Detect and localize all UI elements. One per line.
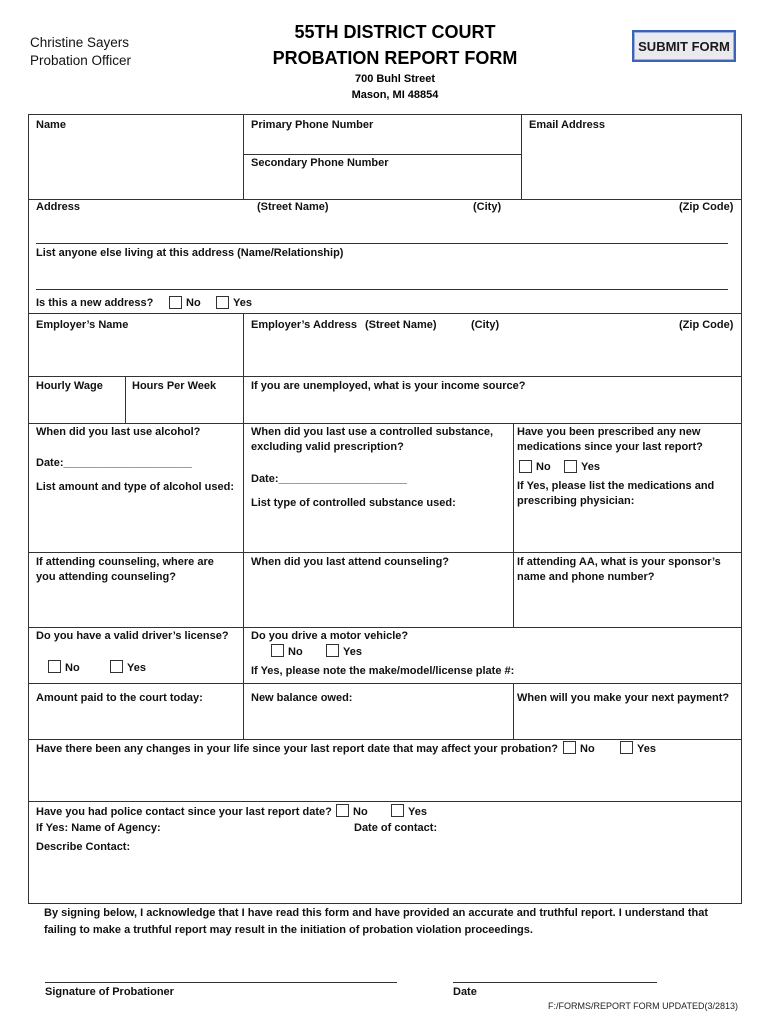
substance-list-field[interactable] <box>247 515 509 551</box>
officer-name: Christine Sayers <box>30 35 130 50</box>
city-label: (City) <box>473 201 502 213</box>
address-field[interactable] <box>35 219 729 241</box>
primary-phone-field[interactable] <box>247 135 517 153</box>
new-balance-field[interactable] <box>247 709 509 735</box>
others-at-address-label: List anyone else living at this address (Name/Relationship) <box>36 247 344 259</box>
life-changes-field[interactable] <box>33 761 737 797</box>
medications-list-label: If Yes, please list the medications and prescribing physician: <box>517 480 715 507</box>
substance-date: Date:_____________________ <box>251 473 407 485</box>
new-balance-label: New balance owed: <box>251 692 353 704</box>
substance-list-label: List type of controlled substance used: <box>251 497 456 509</box>
life-changes-no-label: No <box>580 743 595 755</box>
medications-yes-checkbox[interactable] <box>564 460 577 473</box>
court-title: 55TH DISTRICT COURT <box>294 22 496 42</box>
substance-question: When did you last use a controlled substance, excluding valid prescription? <box>251 426 494 453</box>
license-yes-checkbox[interactable] <box>110 660 123 673</box>
officer-block <box>30 34 131 70</box>
form-title: PROBATION REPORT FORM <box>272 48 518 68</box>
aa-sponsor-field[interactable] <box>517 589 737 623</box>
secondary-phone-field[interactable] <box>247 173 517 195</box>
contact-date-label: Date of contact: <box>354 822 438 834</box>
medications-yes-label: Yes <box>581 461 600 473</box>
employer-city-label: (City) <box>471 319 500 331</box>
employer-zip-label: (Zip Code) <box>679 319 734 331</box>
name-label: Name <box>36 119 66 131</box>
police-contact-question: Have you had police contact since your last report date? <box>36 806 332 818</box>
next-payment-field[interactable] <box>517 709 737 735</box>
income-source-field[interactable] <box>247 397 737 419</box>
alcohol-list-field[interactable] <box>33 499 239 549</box>
signature-line <box>45 982 397 983</box>
life-changes-yes-label: Yes <box>637 743 656 755</box>
counseling-when-label: When did you last attend counseling? <box>251 556 450 568</box>
license-question: Do you have a valid driver’s license? <box>36 630 229 642</box>
form-footer: F:/FORMS/REPORT FORM UPDATED(3/2813) <box>548 1001 739 1011</box>
officer-title: Probation Officer <box>30 53 132 68</box>
vehicle-no-checkbox[interactable] <box>271 644 284 657</box>
medications-list-field[interactable] <box>517 513 737 549</box>
signature-date-label: Date <box>453 986 477 998</box>
name-field[interactable] <box>33 135 239 195</box>
signature-date-field[interactable] <box>453 958 657 980</box>
new-address-no-label: No <box>186 297 201 309</box>
hourly-wage-label: Hourly Wage <box>36 380 103 392</box>
vehicle-no-label: No <box>288 646 303 658</box>
vehicle-yes-label: Yes <box>343 646 362 658</box>
license-yes-label: Yes <box>127 662 146 674</box>
vehicle-question: Do you drive a motor vehicle? <box>251 630 409 642</box>
submit-form-button[interactable]: SUBMIT FORM <box>632 30 736 62</box>
describe-contact-label: Describe Contact: <box>36 841 131 853</box>
counseling-where-field[interactable] <box>33 589 239 623</box>
amount-paid-field[interactable] <box>33 709 239 735</box>
employer-address-label: Employer’s Address <box>251 319 357 331</box>
hours-per-week-field[interactable] <box>129 397 239 419</box>
probationer-signature-field[interactable] <box>45 958 397 980</box>
address-label: Address <box>36 201 81 213</box>
court-city: Mason, MI 48854 <box>351 89 439 101</box>
police-yes-checkbox[interactable] <box>391 804 404 817</box>
contact-date-field[interactable] <box>443 820 643 836</box>
life-changes-no-checkbox[interactable] <box>563 741 576 754</box>
aa-sponsor-label: If attending AA, what is your sponsor’s name and phone number? <box>517 556 721 583</box>
amount-paid-label: Amount paid to the court today: <box>36 692 203 704</box>
new-address-yes-checkbox[interactable] <box>216 296 229 309</box>
alcohol-date: Date:_____________________ <box>36 457 192 469</box>
medications-question: Have you been prescribed any new medications since your last report? <box>517 426 703 453</box>
court-street: 700 Buhl Street <box>354 73 436 85</box>
new-address-question: Is this a new address? <box>36 297 154 309</box>
employer-street-label: (Street Name) <box>365 319 437 331</box>
police-no-label: No <box>353 806 368 818</box>
email-field[interactable] <box>525 135 737 195</box>
police-yes-label: Yes <box>408 806 427 818</box>
license-no-checkbox[interactable] <box>48 660 61 673</box>
hours-per-week-label: Hours Per Week <box>132 380 217 392</box>
describe-contact-field[interactable] <box>33 859 737 899</box>
date-line <box>453 982 657 983</box>
new-address-no-checkbox[interactable] <box>169 296 182 309</box>
employer-name-label: Employer’s Name <box>36 319 129 331</box>
license-no-label: No <box>65 662 80 674</box>
agency-label: If Yes: Name of Agency: <box>36 822 161 834</box>
secondary-phone-label: Secondary Phone Number <box>251 157 389 169</box>
email-label: Email Address <box>529 119 606 131</box>
counseling-where-label: If attending counseling, where are you attending counseling? <box>36 556 214 583</box>
police-no-checkbox[interactable] <box>336 804 349 817</box>
medications-no-checkbox[interactable] <box>519 460 532 473</box>
probationer-signature-label: Signature of Probationer <box>45 986 174 998</box>
income-source-label: If you are unemployed, what is your income source? <box>251 380 526 392</box>
acknowledgement-text: By signing below, I acknowledge that I have read this form and have provided an accurate and truthful report. I understand that failing to make a truthful report may result in the initiation of probation violation proceedings. <box>44 907 708 936</box>
employer-name-field[interactable] <box>33 337 239 373</box>
agency-field[interactable] <box>179 820 349 836</box>
report-form <box>28 114 742 904</box>
hourly-wage-field[interactable] <box>33 397 121 419</box>
next-payment-label: When will you make your next payment? <box>517 692 730 704</box>
vehicle-note-label: If Yes, please note the make/model/license plate #: <box>251 665 515 677</box>
zip-label: (Zip Code) <box>679 201 734 213</box>
alcohol-question: When did you last use alcohol? <box>36 426 201 438</box>
medications-no-label: No <box>536 461 551 473</box>
life-changes-yes-checkbox[interactable] <box>620 741 633 754</box>
counseling-when-field[interactable] <box>247 575 509 619</box>
alcohol-list-label: List amount and type of alcohol used: <box>36 481 235 493</box>
primary-phone-label: Primary Phone Number <box>251 119 374 131</box>
life-changes-question: Have there been any changes in your life since your last report date that may affect your probation? <box>36 743 559 755</box>
vehicle-yes-checkbox[interactable] <box>326 644 339 657</box>
new-address-yes-label: Yes <box>233 297 252 309</box>
employer-address-field[interactable] <box>247 337 737 373</box>
street-name-label: (Street Name) <box>257 201 329 213</box>
others-at-address-field[interactable] <box>35 265 729 287</box>
